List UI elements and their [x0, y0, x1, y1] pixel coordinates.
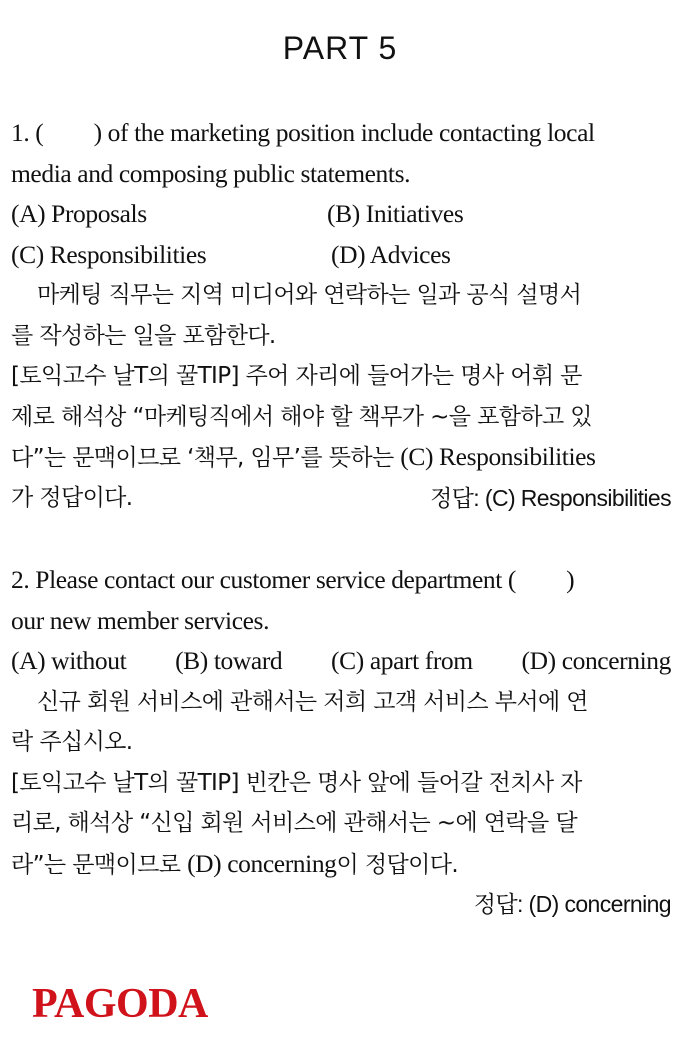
q2-option-d: (D) concerning	[521, 646, 671, 675]
pagoda-logo: PAGODA	[32, 981, 208, 1027]
q1-tip-line-3-text: 다”는 문맥이므로 ‘책무, 임무’를 뜻하는	[11, 445, 401, 471]
q2-tip-line-3-text-a: 라”는 문맥이므로	[11, 851, 188, 878]
q1-translation-line-1: 마케팅 직무는 지역 미디어와 연락하는 일과 공식 설명서	[37, 282, 582, 308]
q1-tip-line-1: [토익고수 날T의 꿀TIP] 주어 자리에 들어가는 명사 어휘 문	[11, 363, 582, 389]
q1-translation-line-2: 를 작성하는 일을 포함한다.	[11, 322, 276, 349]
q1-option-a: (A) Proposals	[11, 199, 147, 228]
q1-tip-line-4-text: 가 정답이다.	[11, 484, 133, 511]
q1-tip-line-3-answer: (C) Responsibilities	[400, 442, 596, 471]
q2-stem-line-2: our new member services.	[11, 605, 270, 635]
q1-stem-line-2: media and composing public statements.	[11, 158, 411, 188]
q1-tip-line-3	[11, 437, 671, 478]
q1-option-c: (C) Responsibilities	[11, 239, 207, 269]
q2-tip-line-1: [토익고수 날T의 꿀TIP] 빈칸은 명사 앞에 들어갈 전치사 자	[11, 769, 582, 796]
q2-stem-line-1: 2. Please contact our customer service department ( )	[11, 565, 575, 594]
question-1	[11, 113, 671, 518]
q1-option-d: (D) Advices	[331, 239, 451, 269]
q2-tip-line-3-answer: (D) concerning	[187, 848, 337, 878]
question-2	[11, 560, 671, 925]
q2-tip-line-3	[11, 844, 671, 885]
q2-option-b: (B) toward	[175, 646, 283, 675]
q2-translation-line-1: 신규 회원 서비스에 관해서는 저희 고객 서비스 부서에 연	[37, 688, 588, 715]
q2-tip-line-2: 리로, 해석상 “신입 회원 서비스에 관해서는 ~에 연락을 달	[11, 810, 577, 836]
q2-answer: 정답: (D) concerning	[473, 891, 671, 917]
q1-tip-line-4	[11, 478, 671, 519]
q2-translation-line-2: 락 주십시오.	[11, 729, 133, 755]
q2-option-c: (C) apart from	[331, 646, 473, 675]
q2-options-row	[11, 641, 671, 682]
q1-option-b: (B) Initiatives	[327, 199, 464, 228]
q2-tip-line-3-text-b: 이 정답이다.	[336, 851, 459, 878]
q1-options-row-2	[11, 235, 671, 276]
q1-answer: 정답: (C) Responsibilities	[430, 484, 671, 511]
q2-option-a: (A) without	[11, 646, 127, 675]
page-title: PART 5	[282, 30, 398, 66]
q1-tip-line-2: 제로 해석상 “마케팅직에서 해야 할 책무가 ~을 포함하고 있	[11, 403, 592, 430]
q1-options-row-1	[11, 194, 671, 235]
q1-stem-line-1: 1. ( ) of the marketing position include contacting local	[11, 118, 595, 147]
